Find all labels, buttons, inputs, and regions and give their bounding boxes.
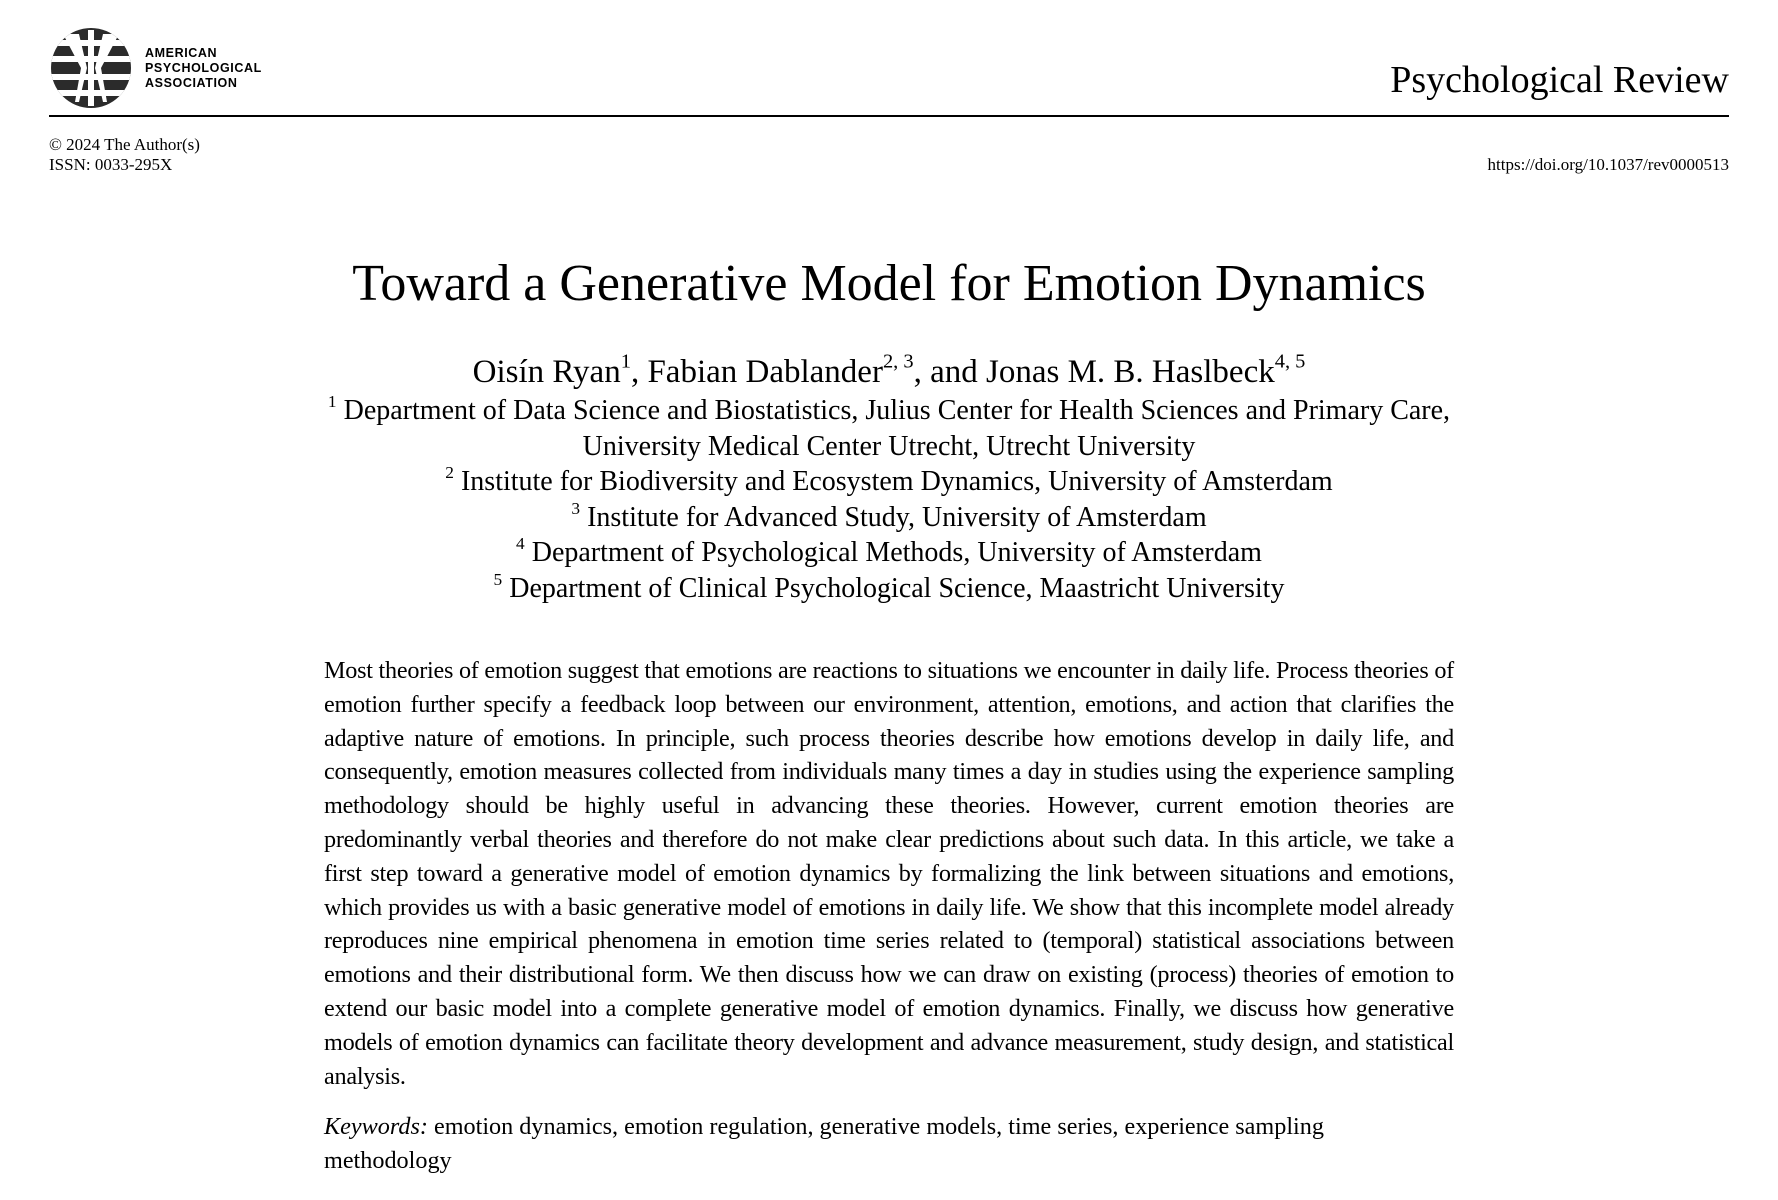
keywords-text: emotion dynamics, emotion regulation, generative models, time series, experience sampling methodology <box>324 1113 1324 1174</box>
author-affil-ref: 1 <box>620 350 631 373</box>
author-list <box>0 352 1778 392</box>
publication-meta <box>49 135 200 175</box>
logo-line-2: PSYCHOLOGICAL <box>145 60 262 75</box>
header-rule <box>49 115 1729 117</box>
affiliation <box>0 464 1778 500</box>
author-name: Oisín Ryan <box>472 354 621 390</box>
affiliation-text: Department of Data Science and Biostatistics, Julius Center for Health Sciences and Primary Care, <box>343 395 1451 426</box>
keywords <box>324 1110 1454 1178</box>
author-name: Fabian Dablander <box>647 354 883 390</box>
author-name: Jonas M. B. Haslbeck <box>986 354 1275 390</box>
affiliation-number: 1 <box>327 391 337 411</box>
page-header <box>49 24 1729 116</box>
keywords-label: Keywords: <box>324 1113 428 1140</box>
journal-title: Psychological Review <box>1390 59 1729 101</box>
affiliation <box>0 500 1778 536</box>
abstract: Most theories of emotion suggest that emotions are reactions to situations we encounter in daily life. Process theories of emotion further specify a feedback loop between our environment, attention, emotions, and action that clarifies the adaptive nature of emotions. In principle, such process theories describe how emotions develop in daily life, and consequently, emotion measures collected from individuals many times a day in studies using the experience sampling methodology should be highly useful in advancing these theories. However, current emotion theories are predominantly verbal theories and therefore do not make clear predictions about such data. In this article, we take a first step toward a generative model of emotion dynamics by formalizing the link between situations and emotions, which provides us with a basic generative model of emotions in daily life. We show that this incomplete model already reproduces nine empirical phenomena in emotion time series related to (temporal) statistical associations between emotions and their distributional form. We then discuss how we can draw on existing (process) theories of emotion to extend our basic model into a complete generative model of emotion dynamics. Finally, we discuss how generative models of emotion dynamics can facilitate theory development and advance measurement, study design, and statistical analysis. <box>324 657 1454 1090</box>
affiliation-text: Institute for Advanced Study, University of Amsterdam <box>587 501 1207 533</box>
apa-logo-wordmark <box>145 46 262 91</box>
affiliation-text: Institute for Biodiversity and Ecosystem Dynamics, University of Amsterdam <box>460 466 1333 497</box>
affiliation-number: 5 <box>493 569 503 589</box>
article-title: Toward a Generative Model for Emotion Dynamics <box>352 255 1426 312</box>
author-affil-ref: 4, 5 <box>1274 350 1306 373</box>
affiliation-text: University Medical Center Utrecht, Utrecht University <box>582 430 1196 462</box>
logo-line-3: ASSOCIATION <box>145 75 238 90</box>
logo-line-1: AMERICAN <box>145 45 218 60</box>
affiliation <box>0 393 1778 429</box>
affiliation-list <box>0 393 1778 606</box>
issn: ISSN: 0033-295X <box>49 155 173 174</box>
copyright-notice: © 2024 The Author(s) <box>49 135 200 154</box>
author-affil-ref: 2, 3 <box>882 350 914 373</box>
affiliation <box>0 535 1778 571</box>
apa-emblem-icon <box>49 26 133 110</box>
affiliation-text: Department of Clinical Psychological Science, Maastricht University <box>509 572 1285 604</box>
author-separator: , <box>630 354 648 390</box>
affiliation <box>0 429 1778 465</box>
affiliation-number: 4 <box>516 533 525 553</box>
affiliation-number: 2 <box>445 462 454 482</box>
author-separator: , and <box>913 354 986 390</box>
affiliation-text: Department of Psychological Methods, University of Amsterdam <box>531 537 1262 568</box>
doi-link[interactable]: https://doi.org/10.1037/rev0000513 <box>1487 155 1729 174</box>
affiliation <box>0 571 1778 607</box>
apa-logo[interactable] <box>49 26 262 110</box>
affiliation-number: 3 <box>571 498 581 518</box>
